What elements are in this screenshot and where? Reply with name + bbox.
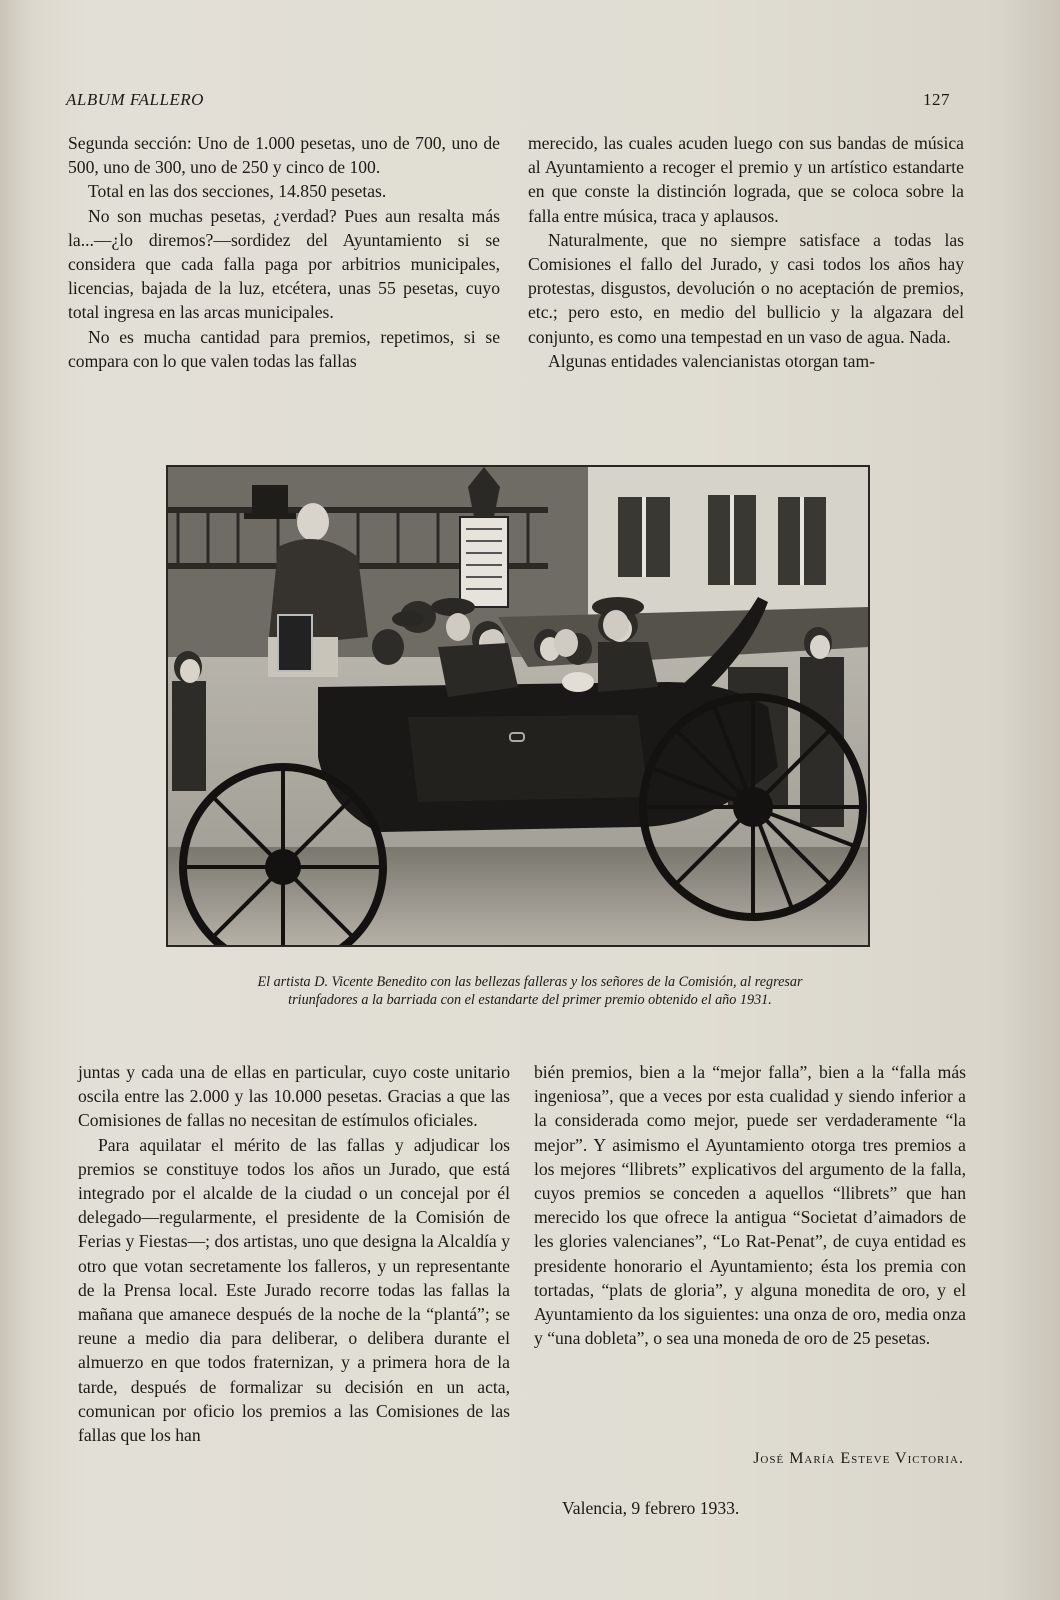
bottom-right-column (534, 1060, 966, 1350)
page-number: 127 (923, 90, 950, 109)
paragraph: Para aquilatar el mérito de las fallas y adjudicar los premios se constituye todos los años un Jurado, que está integrado por el alcalde de la ciudad o un concejal por él delegado—regularmente, el presidente de la Comisión de Ferias y Fiestas—; dos artistas, uno que designa la Alcaldía y otro que votan secretamente los falleros, y un representante de la Prensa local. Este Jurado recorre todas las fallas la mañana que amanece después de la noche de la “plantá”; se reune a medio dia para deliberar, o delibera durante el almuerzo en que todos fraternizan, y a primera hora de la tarde, después de formalizar su decisión en un acta, comunican por oficio los premios a las Comisiones de las fallas que los han (78, 1134, 510, 1446)
photo-caption (150, 973, 910, 1009)
dateline: Valencia, 9 febrero 1933. (562, 1498, 740, 1518)
top-left-column (68, 131, 500, 373)
carriage-photograph (166, 465, 870, 947)
paragraph: Naturalmente, que no siempre satisface a todas las Comisiones el fallo del Jurado, y casi todos los años hay protestas, disgustos, devolución o no aceptación de premios, etc.; pero esto, en medio del bullicio y la algazara del conjunto, es como una tempestad en un vaso de agua. Nada. (528, 229, 964, 347)
paragraph: Segunda sección: Uno de 1.000 pesetas, uno de 700, uno de 500, uno de 300, uno de 250 y cinco de 100. (68, 133, 500, 178)
paragraph: No son muchas pesetas, ¿verdad? Pues aun resalta más la...—¿lo diremos?—sordidez del Ayuntamiento si se considera que cada falla paga por arbitrios municipales, licencias, bajada de la luz, etcétera, unas 55 pesetas, cuyo total ingresa en las arcas municipales. (68, 205, 500, 323)
top-right-column (528, 131, 964, 373)
paragraph: Total en las dos secciones, 14.850 pesetas. (88, 181, 387, 202)
caption-line: triunfadores a la barriada con el estandarte del primer premio obtenido el año 1931. (288, 992, 772, 1008)
paragraph: No es mucha cantidad para premios, repetimos, si se compara con lo que valen todas las fallas (68, 326, 500, 371)
author-signature: José María Esteve Victoria. (753, 1450, 964, 1467)
paragraph: bién premios, bien a la “mejor falla”, bien a la “falla más ingeniosa”, que a veces por esta cualidad y siendo inferior a la considerada como mejor, puede ser verdaderamente “la mejor”. Y asimismo el Ayuntamiento otorga tres premios a los mejores “llibrets” explicativos del argumento de la falla, cuyos premios se conceden a aquellos “llibrets” que han merecido los que ofrece la antigua “Societat d’aimadors de les glories valencianes”, “Lo Rat-Penat”, de cuya entidad es presidente honorario el Ayuntamiento; ésta los premia con tortadas, “plats de gloria”, y alguna monedita de oro, y el Ayuntamiento da los siguientes: una onza de oro, media onza y “una dobleta”, o sea una moneda de oro de 25 pesetas. (534, 1062, 966, 1349)
paragraph: Algunas entidades valencianistas otorgan tam- (548, 350, 876, 371)
caption-line: El artista D. Vicente Benedito con las bellezas falleras y los señores de la Comisión, al regresar (257, 974, 803, 990)
running-head (66, 90, 950, 110)
bottom-left-column (78, 1060, 510, 1447)
paragraph: juntas y cada una de ellas en particular, cuyo coste unitario oscila entre las 2.000 y las 10.000 pesetas. Gracias a que las Comisiones de fallas no necesitan de estímulos oficiales. (78, 1062, 510, 1131)
publication-title: ALBUM FALLERO (66, 90, 204, 109)
paragraph: merecido, las cuales acuden luego con sus bandas de música al Ayuntamiento a recoger el premio y un artístico estandarte en que conste la distinción lograda, que se coloca sobre la falla entre música, traca y aplausos. (528, 133, 964, 226)
carriage-photo-illustration (168, 467, 868, 945)
